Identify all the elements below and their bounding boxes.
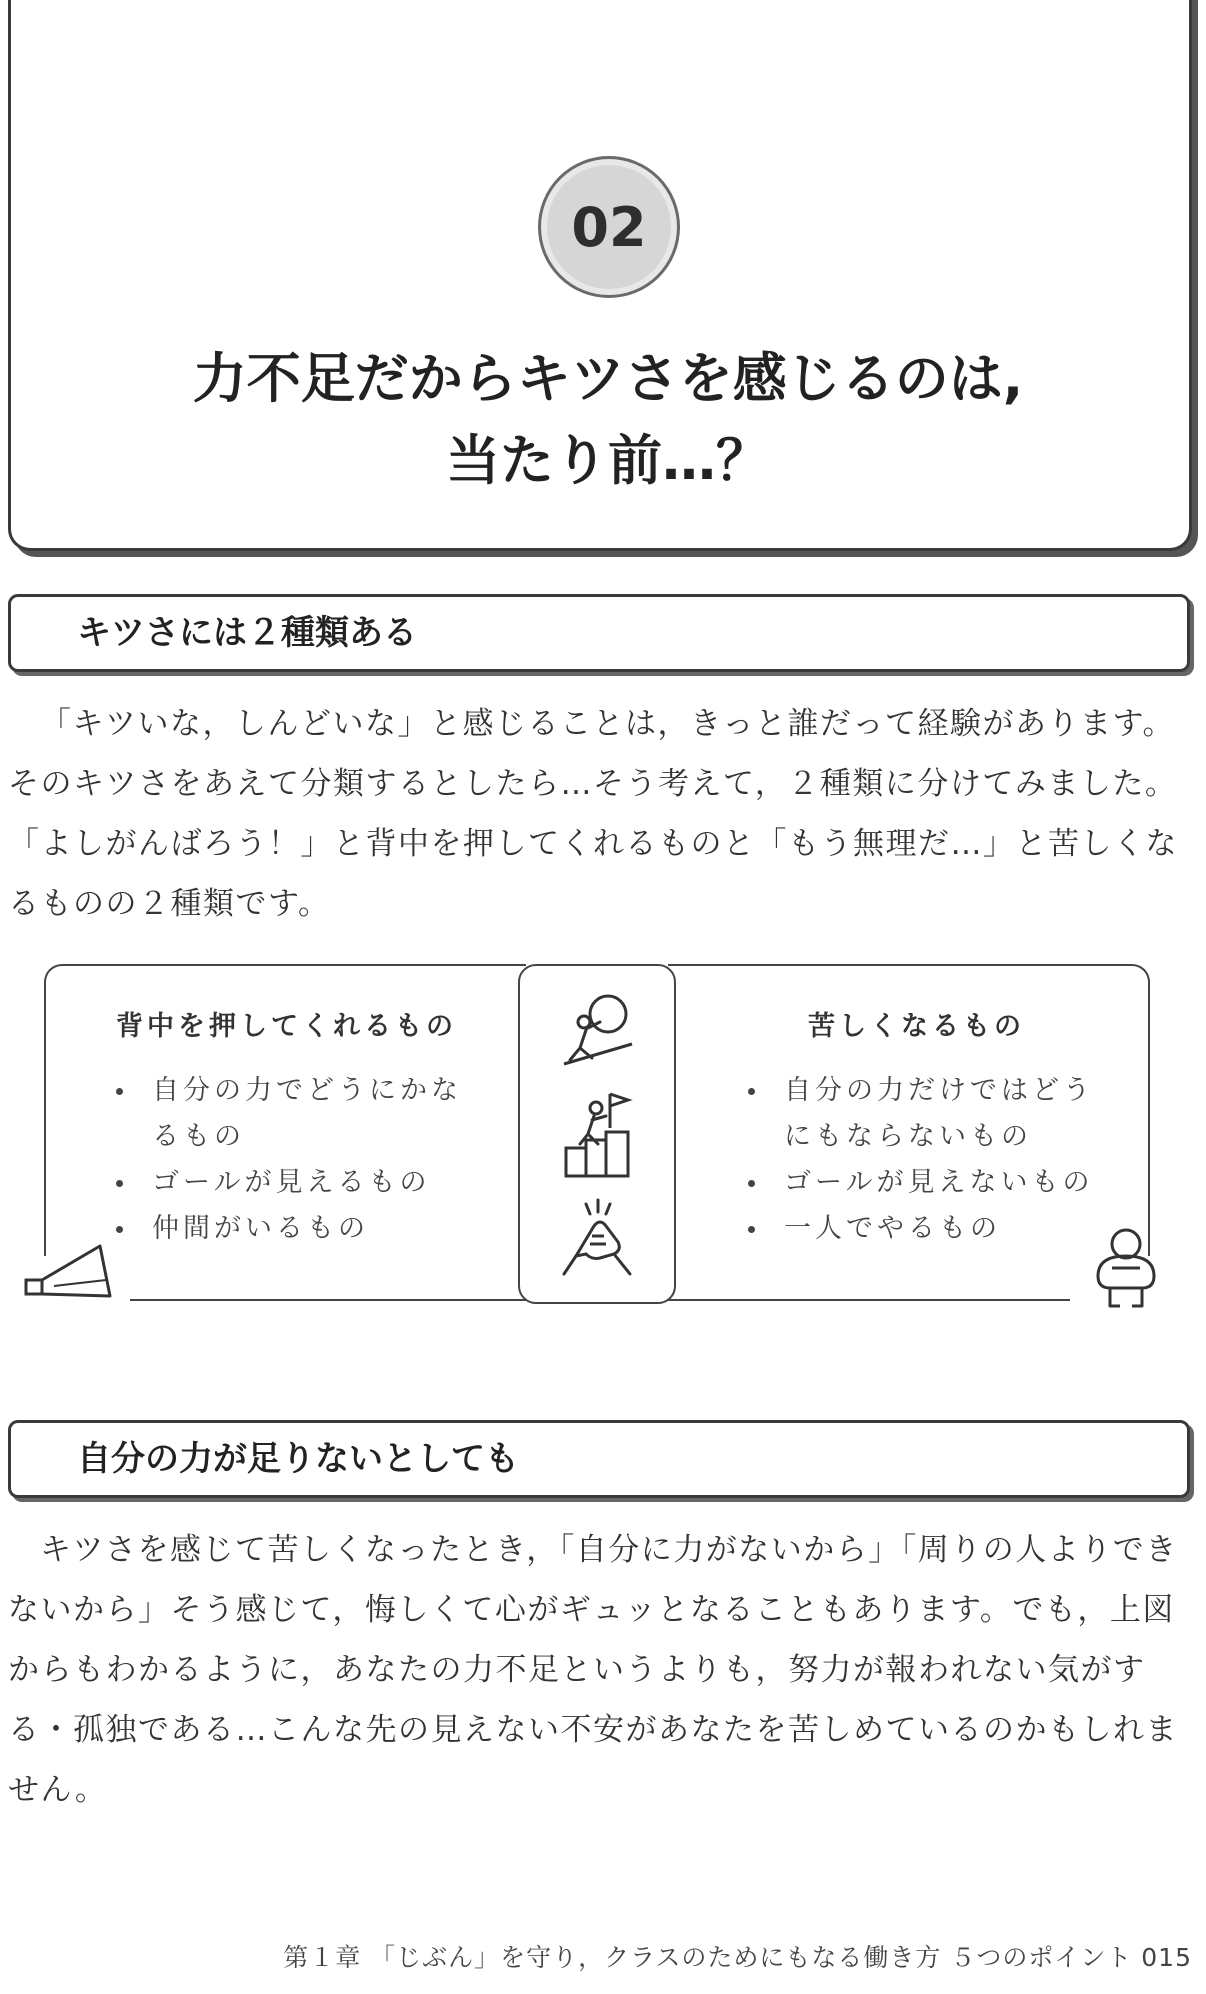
main-title — [11, 338, 1205, 502]
section-number-badge: 02 — [538, 156, 680, 298]
section-heading-2 — [8, 1420, 1190, 1498]
section-heading-1 — [8, 594, 1190, 672]
left-list-item: ゴールが見えるもの — [112, 1160, 492, 1206]
left-list-item: 自分の力でどうにかなるもの — [112, 1068, 492, 1160]
right-panel-title: 苦しくなるもの — [808, 1011, 1025, 1042]
handshake-icon — [556, 1196, 640, 1280]
main-title-line-1: 力不足だからキツさを感じるのは, — [192, 347, 1024, 410]
pushing-boulder-icon — [558, 988, 638, 1068]
center-icon-column — [518, 964, 676, 1304]
section-heading-2-text: 自分の力が足りないとしても — [77, 1439, 519, 1479]
right-panel-list — [744, 1068, 1124, 1252]
comparison-diagram — [0, 960, 1206, 1330]
left-panel-title: 背中を押してくれるもの — [116, 1011, 457, 1042]
main-title-line-2: 当たり前…？ — [446, 429, 770, 492]
page-footer: 第１章 「じぶん」を守り，クラスのためにもなる働き方 ５つのポイント 015 — [283, 1943, 1192, 1972]
right-list-item: 一人でやるもの — [744, 1206, 1124, 1252]
paragraph-1: 「キツいな，しんどいな」と感じることは，きっと誰だって経験があります。そのキツさをあえて分類するとしたら…そう考えて，２種類に分けてみました。「よしがんばろう！」と背中を押してくれるものと「もう無理だ…」と苦しくなるものの２種類です。 — [8, 706, 1178, 922]
megaphone-icon — [18, 1240, 118, 1302]
left-panel-list — [112, 1068, 492, 1252]
crouching-person-icon — [1082, 1222, 1170, 1310]
left-list-item: 仲間がいるもの — [112, 1206, 492, 1252]
section-heading-1-text: キツさには２種類ある — [77, 613, 417, 653]
goal-flag-icon — [558, 1088, 638, 1178]
paragraph-2: キツさを感じて苦しくなったとき，「自分に力がないから」「周りの人よりできないから」そう感じて，悔しくて心がギュッとなることもあります。でも，上図からもわかるように，あなたの力不足というよりも，努力が報われない気がする・孤独である…こんな先の見えない不安があなたを苦しめているのかもしれません。 — [8, 1532, 1178, 1808]
chapter-title-box — [8, 0, 1192, 551]
right-list-item: ゴールが見えないもの — [744, 1160, 1124, 1206]
right-list-item: 自分の力だけではどうにもならないもの — [744, 1068, 1124, 1160]
